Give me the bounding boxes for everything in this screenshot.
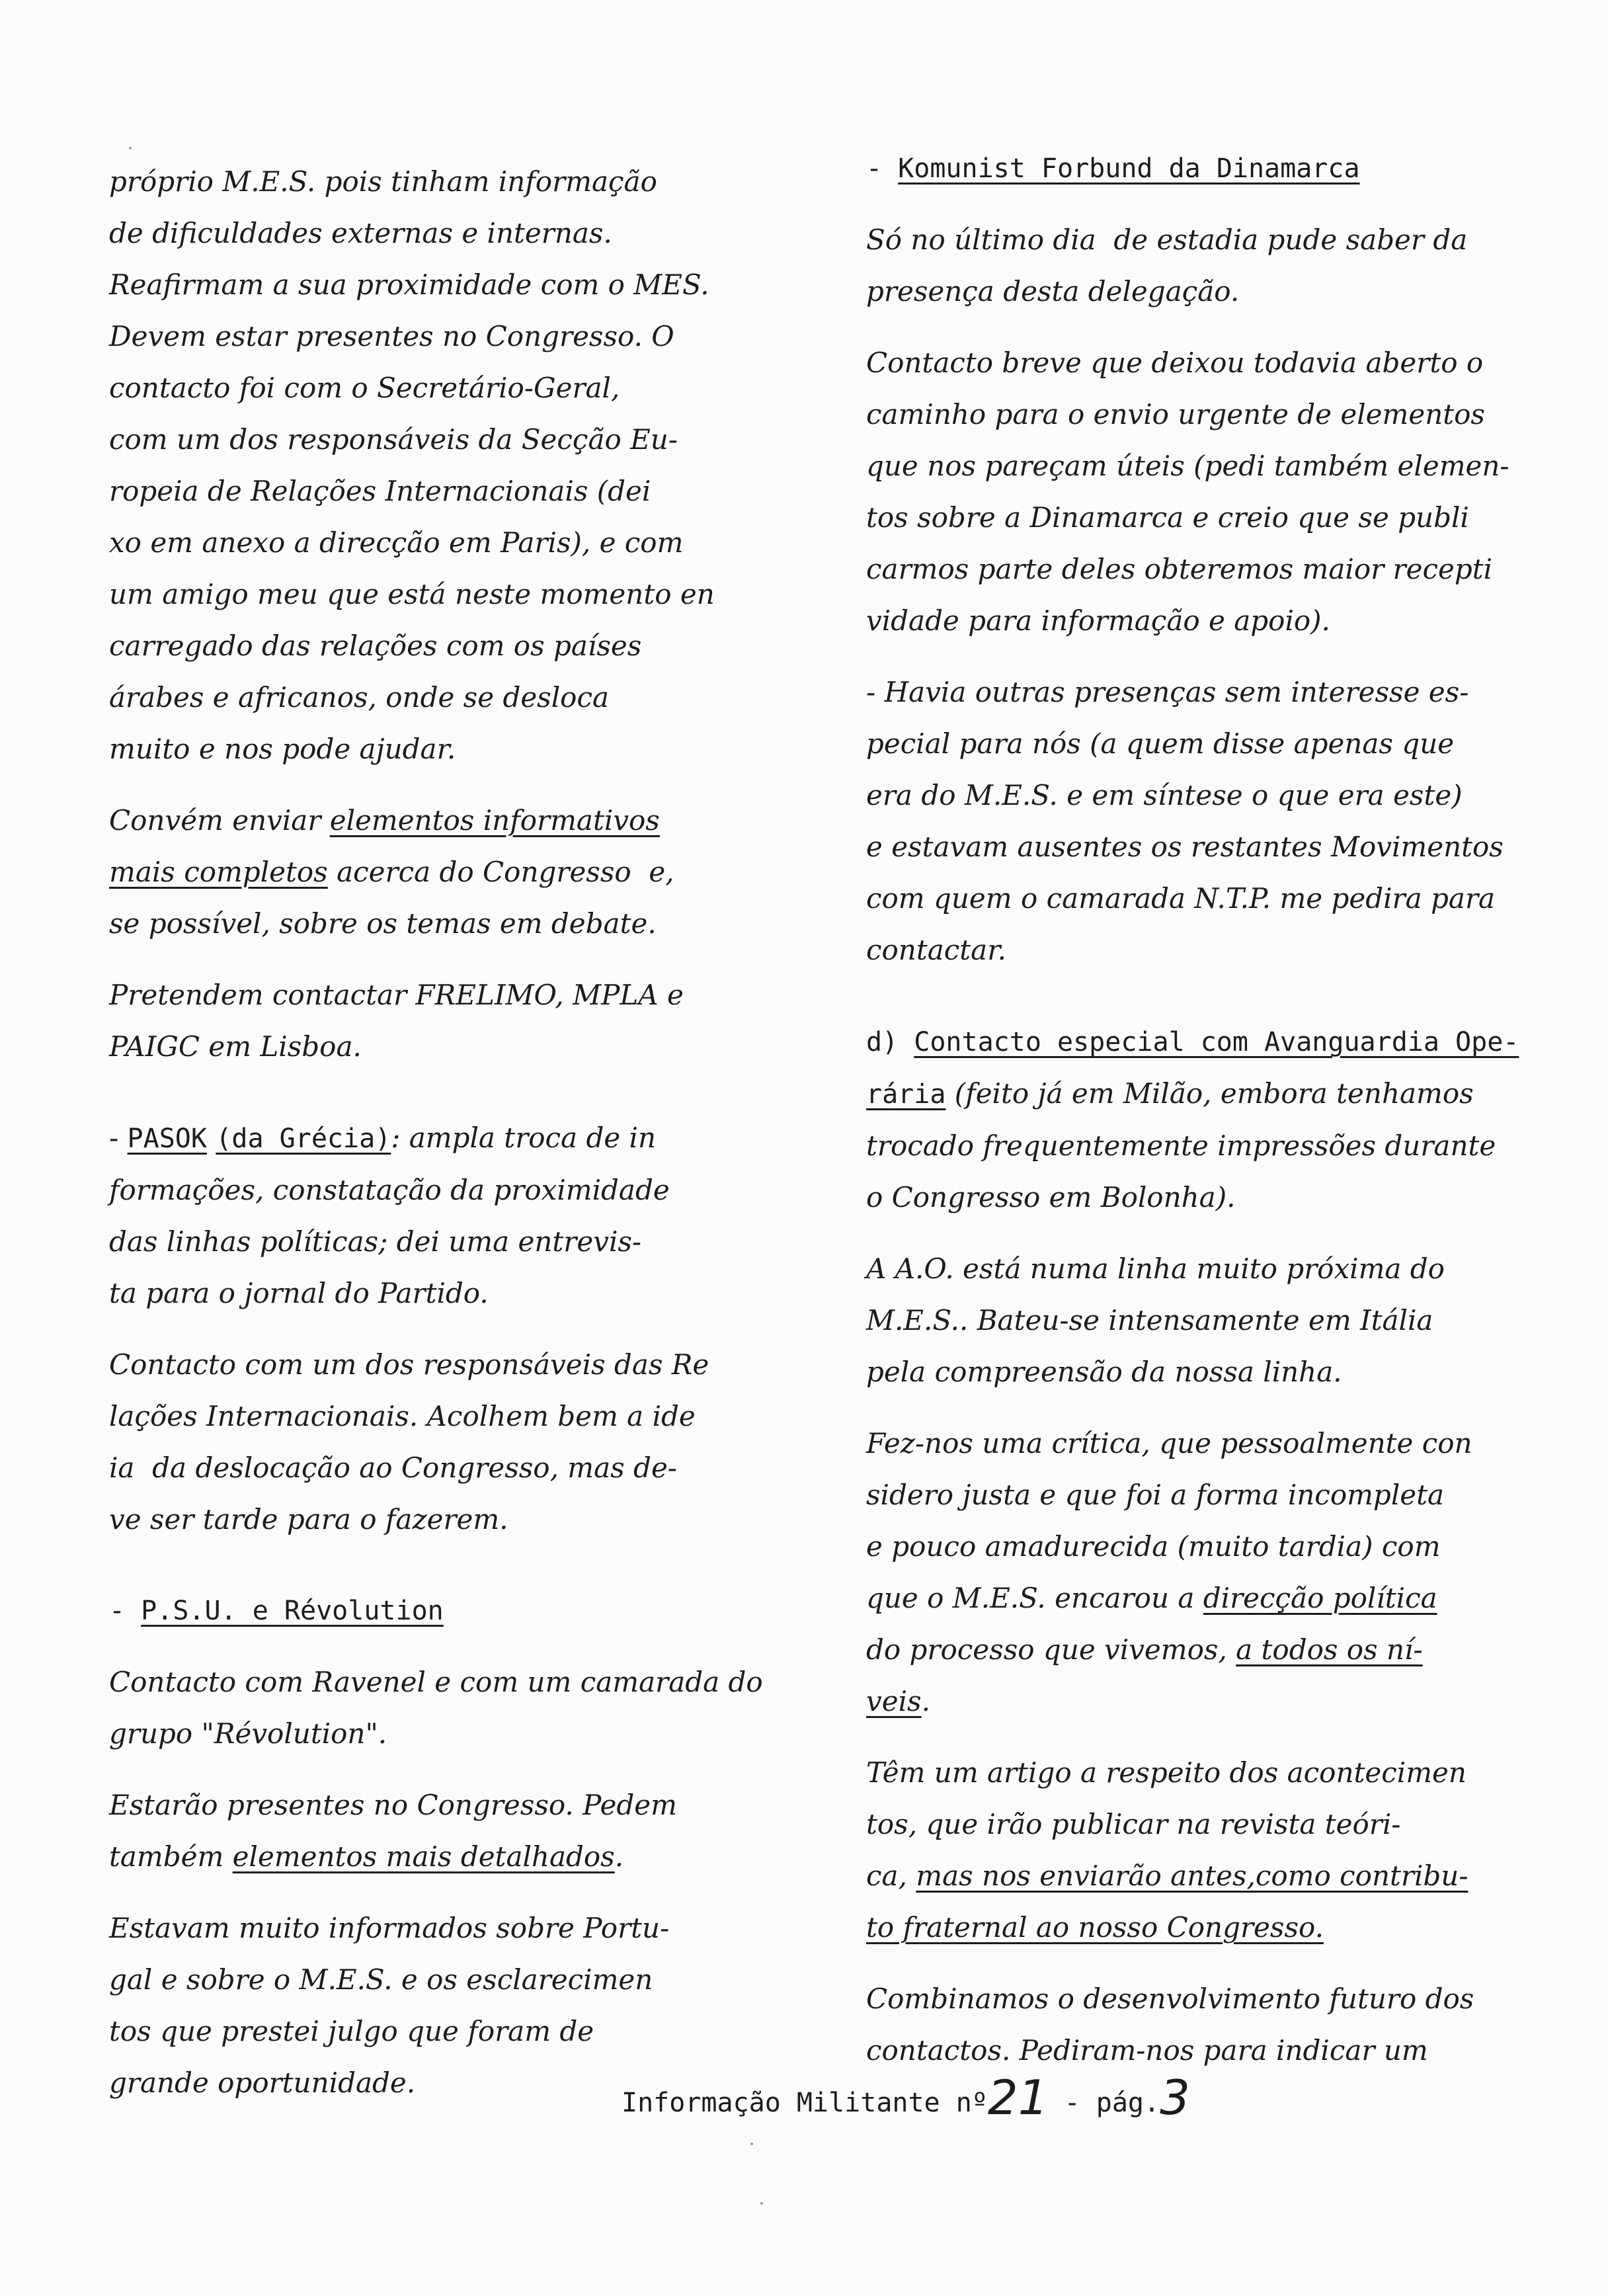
text-line: [866, 1902, 1560, 1953]
section-heading-psu: P.S.U. e Révolution: [141, 1596, 444, 1626]
text-line: também elementos mais detalhados.: [109, 1840, 624, 1873]
text-line: [866, 1016, 1560, 1068]
underlined-text: veis: [866, 1685, 922, 1717]
paragraph-ao-line: [866, 1243, 1560, 1398]
text-line: pela compreensão da nossa linha.: [866, 1356, 1342, 1388]
section-letter: d): [866, 1027, 914, 1057]
paragraph-other-presences: [866, 667, 1560, 976]
text-line: Contacto breve que deixou todavia aberto o: [866, 347, 1484, 379]
text-line: árabes e africanos, onde se desloca: [109, 681, 610, 714]
text-line: sidero justa e que foi a forma incompleta: [866, 1479, 1445, 1511]
text-line: pecial para nós (a quem disse apenas que: [866, 727, 1455, 760]
text-line: das linhas políticas; dei uma entrevis-: [109, 1225, 642, 1258]
text-line: [866, 1068, 1560, 1120]
section-avanguardia: [866, 1016, 1560, 1223]
text-line: contacto foi com o Secretário-Geral,: [109, 372, 620, 404]
dash: -: [866, 153, 899, 184]
text-line: A A.O. está numa linha muito próxima do: [866, 1252, 1445, 1285]
text-line: com um dos responsáveis da Secção Eu-: [109, 423, 678, 456]
text-line: tos que prestei julgo que foram de: [109, 2015, 594, 2047]
text-line: M.E.S.. Bateu-se intensamente em Itália: [866, 1304, 1433, 1336]
underlined-text: mas nos enviarão antes,como contribu-: [916, 1860, 1468, 1892]
page-footer: [622, 2070, 1190, 2125]
text-line: tos sobre a Dinamarca e creio que se publi: [866, 501, 1469, 534]
right-column: [866, 143, 1560, 2076]
text-line: o Congresso em Bolonha).: [866, 1181, 1236, 1213]
text-segment: ca,: [866, 1860, 916, 1892]
dash: -: [109, 1596, 141, 1626]
text-line: Contacto com um dos responsáveis das Re: [109, 1348, 709, 1381]
text-line: se possível, sobre os temas em debate.: [109, 907, 657, 940]
text-line: contactar.: [866, 934, 1007, 966]
text-line: tos, que irão publicar na revista teóri-: [866, 1808, 1401, 1840]
text-line: com quem o camarada N.T.P. me pedira para: [866, 882, 1496, 915]
text-line: Só no último dia de estadia pude saber da: [866, 224, 1468, 256]
text-line: veis.: [866, 1685, 930, 1717]
text-line: Estarão presentes no Congresso. Pedem: [109, 1789, 677, 1821]
text-line: e pouco amadurecida (muito tardia) com: [866, 1530, 1441, 1563]
text-line: de dificuldades externas e internas.: [109, 217, 612, 249]
paragraph-send-elements: [109, 795, 803, 950]
text-segment: : ampla troca de in: [391, 1122, 657, 1154]
underlined-text: to fraternal ao nosso Congresso.: [866, 1911, 1324, 1944]
text-line: Estavam muito informados sobre Portu-: [109, 1912, 670, 1944]
page-number: 3: [1160, 2070, 1190, 2125]
paragraph-psu-congress: [109, 1780, 803, 1883]
text-line: Pretendem contactar FRELIMO, MPLA e: [109, 979, 684, 1011]
paragraph-article: [866, 1747, 1560, 1953]
text-line: carregado das relações com os países: [109, 630, 642, 662]
text-line: presença desta delegação.: [866, 275, 1240, 308]
paragraph-komunist-last-day: [866, 214, 1560, 317]
text-line: Fez-nos uma crítica, que pessoalmente con: [866, 1427, 1472, 1459]
text-line: ve ser tarde para o fazerem.: [109, 1503, 508, 1536]
underlined-text: elementos informativos: [329, 804, 660, 837]
text-line: [866, 1850, 1560, 1902]
text-line: ia da deslocação ao Congresso, mas de-: [109, 1452, 677, 1484]
text-line: [109, 1112, 803, 1165]
section-heading-avanguardia: Contacto especial com Avanguardia Ope-: [914, 1027, 1519, 1057]
text-line: trocado frequentemente impressões durante: [866, 1129, 1496, 1162]
left-column: [109, 156, 803, 2109]
text-segment: do processo que vivemos,: [866, 1633, 1236, 1666]
paragraph-contact-movements: [109, 969, 803, 1073]
footer-label: Informação Militante nº: [622, 2088, 988, 2118]
text-line: lações Internacionais. Acolhem bem a ide: [109, 1400, 696, 1432]
scan-speck: [129, 147, 132, 149]
issue-number: 21: [987, 2070, 1049, 2125]
text-line: que nos pareçam úteis (pedi também elemen-: [866, 450, 1509, 482]
text-line: [866, 1573, 1560, 1624]
text-line: Reafirmam a sua proximidade com o MES.: [109, 268, 709, 301]
text-line: ta para o jornal do Partido.: [109, 1277, 489, 1309]
underlined-text: elementos mais detalhados: [232, 1840, 615, 1873]
text-line: Contacto com Ravenel e com um camarada do: [109, 1666, 763, 1698]
underlined-text: mais completos: [109, 856, 328, 888]
text-line: caminho para o envio urgente de elementos: [866, 398, 1485, 430]
section-komunist: [866, 143, 1560, 194]
text-segment: Convém enviar: [109, 804, 330, 837]
country-label: (da Grécia): [216, 1124, 391, 1154]
underlined-text: direcção política: [1203, 1582, 1437, 1614]
paragraph-komunist-contact: [866, 337, 1560, 647]
text-line: era do M.E.S. e em síntese o que era este): [866, 779, 1463, 811]
section-pasok: [109, 1112, 803, 1319]
text-line: um amigo meu que está neste momento en: [109, 578, 715, 610]
section-heading-komunist: Komunist Forbund da Dinamarca: [898, 153, 1360, 184]
text-line: ropeia de Relações Internacionais (dei: [109, 475, 651, 507]
text-line: e estavam ausentes os restantes Movimentos: [866, 831, 1504, 863]
text-line: Combinamos o desenvolvimento futuro dos: [866, 1983, 1474, 2015]
text-line: muito e nos pode ajudar.: [109, 733, 456, 765]
text-segment: também: [109, 1840, 233, 1873]
text-line: - Havia outras presenças sem interesse es-: [866, 676, 1469, 708]
text-line: Devem estar presentes no Congresso. O: [109, 320, 674, 352]
text-line: vidade para informação e apoio).: [866, 604, 1330, 637]
text-segment: que o M.E.S. encarou a: [866, 1582, 1203, 1614]
text-line: próprio M.E.S. pois tinham informação: [109, 165, 657, 198]
text-line: formações, constatação da proximidade: [109, 1174, 670, 1206]
text-line: PAIGC em Lisboa.: [109, 1030, 362, 1063]
scan-speck: [750, 2143, 753, 2145]
paragraph-psu-contact: [109, 1657, 803, 1760]
section-heading-pasok: PASOK: [127, 1124, 207, 1154]
text-line: contactos. Pediram-nos para indicar um: [866, 2034, 1428, 2067]
text-line: [109, 846, 803, 898]
text-line: [109, 1585, 803, 1637]
text-line: [109, 795, 803, 846]
dash: -: [109, 1122, 128, 1154]
footer-separator: - pág.: [1048, 2088, 1160, 2118]
paragraph-future-contacts: [866, 1973, 1560, 2076]
text-line: xo em anexo a direcção em Paris), e com: [109, 526, 684, 559]
text-line: gal e sobre o M.E.S. e os esclarecimen: [109, 1963, 653, 1996]
section-heading-avanguardia-cont: rária: [866, 1079, 946, 1110]
text-segment: acerca do Congresso e,: [327, 856, 674, 888]
text-line: [866, 1624, 1560, 1676]
text-line: grande oportunidade.: [109, 2067, 416, 2099]
text-line: grupo "Révolution".: [109, 1717, 387, 1750]
paragraph-pasok-contact: [109, 1339, 803, 1545]
paragraph-intro: [109, 156, 803, 775]
text-line: [866, 143, 1560, 194]
section-psu: [109, 1585, 803, 1637]
scan-speck: [760, 2202, 763, 2205]
paragraph-critique: [866, 1418, 1560, 1727]
text-line: carmos parte deles obteremos maior recepti: [866, 553, 1493, 585]
underlined-text: a todos os ní-: [1236, 1633, 1423, 1666]
text-line: Têm um artigo a respeito dos acontecimen: [866, 1756, 1467, 1789]
text-segment: (feito já em Milão, embora tenhamos: [945, 1077, 1474, 1110]
